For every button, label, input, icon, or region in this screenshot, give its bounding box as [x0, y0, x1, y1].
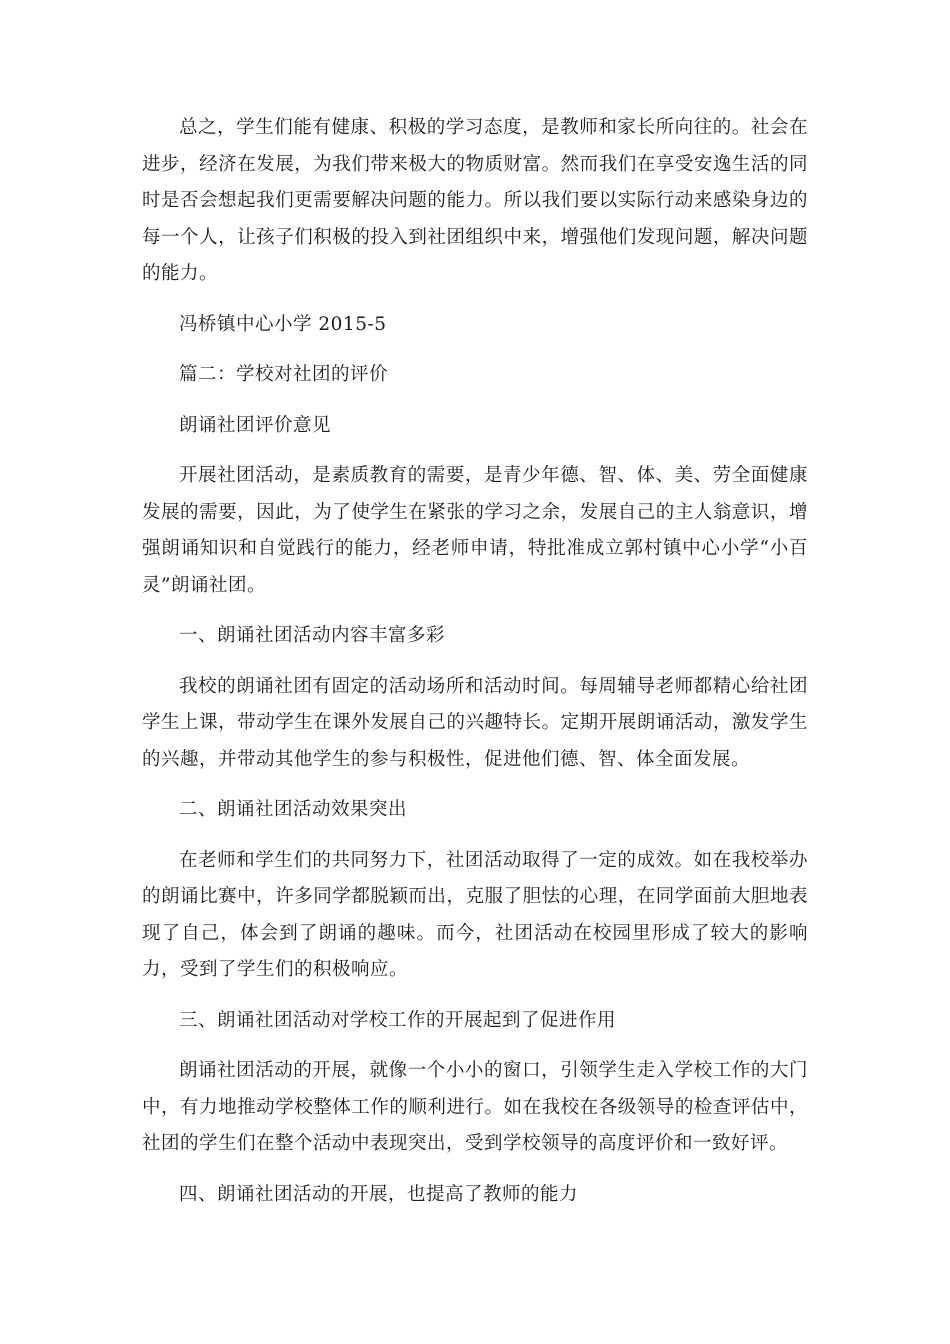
section-title: 朗诵社团评价意见: [179, 414, 332, 436]
chapter-title: 篇二：学校对社团的评价: [179, 364, 389, 385]
document-body: [142, 110, 808, 1227]
paragraph-promotion: 朗诵社团活动的开展，就像一个小小的窗口，引领学生走入学校工作的大门中，有力地推动学校整体工作的顺利进行。如在我校在各级领导的检查评估中，社团的学生们在整个活动中表现突出，受到学校领导的高度评价和一致好评。: [142, 1060, 808, 1154]
heading-two: 二、朗诵社团活动效果突出: [179, 799, 408, 820]
heading-four: 四、朗诵社团活动的开展，也提高了教师的能力: [179, 1183, 579, 1205]
heading-one: 一、朗诵社团活动内容丰富多彩: [179, 625, 446, 646]
heading-three: 三、朗诵社团活动对学校工作的开展起到了促进作用: [179, 1009, 617, 1031]
paragraph-effect: 在老师和学生们的共同努力下，社团活动取得了一定的成效。如在我校举办的朗诵比赛中，许多同学都脱颖而出，克服了胆怯的心理，在同学面前大胆地表现了自己，体会到了朗诵的趣味。而今，社团活动在校园里形成了较大的影响力，受到了学生们的积极响应。: [142, 849, 808, 980]
paragraph-conclusion: 总之，学生们能有健康、积极的学习态度，是教师和家长所向往的。社会在进步，经济在发展，为我们带来极大的物质财富。然而我们在享受安逸生活的同时是否会想起我们更需要解决问题的能力。所以我们要以实际行动来感染身边的每一个人，让孩子们积极的投入到社团组织中来，增强他们发现问题，解决问题的能力。: [142, 117, 808, 284]
signature-line: 冯桥镇中心小学 2015-5: [179, 313, 387, 335]
paragraph-introduction: 开展社团活动，是素质教育的需要，是青少年德、智、体、美、劳全面健康发展的需要，因此，为了使学生在紧张的学习之余，发展自己的主人翁意识，增强朗诵知识和自觉践行的能力，经老师申请，特批准成立郭村镇中心小学“小百灵”朗诵社团。: [142, 465, 808, 596]
paragraph-content-rich: 我校的朗诵社团有固定的活动场所和活动时间。每周辅导老师都精心给社团学生上课，带动学生在课外发展自己的兴趣特长。定期开展朗诵活动，激发学生的兴趣，并带动其他学生的参与积极性，促进他们德、智、体全面发展。: [142, 675, 808, 770]
